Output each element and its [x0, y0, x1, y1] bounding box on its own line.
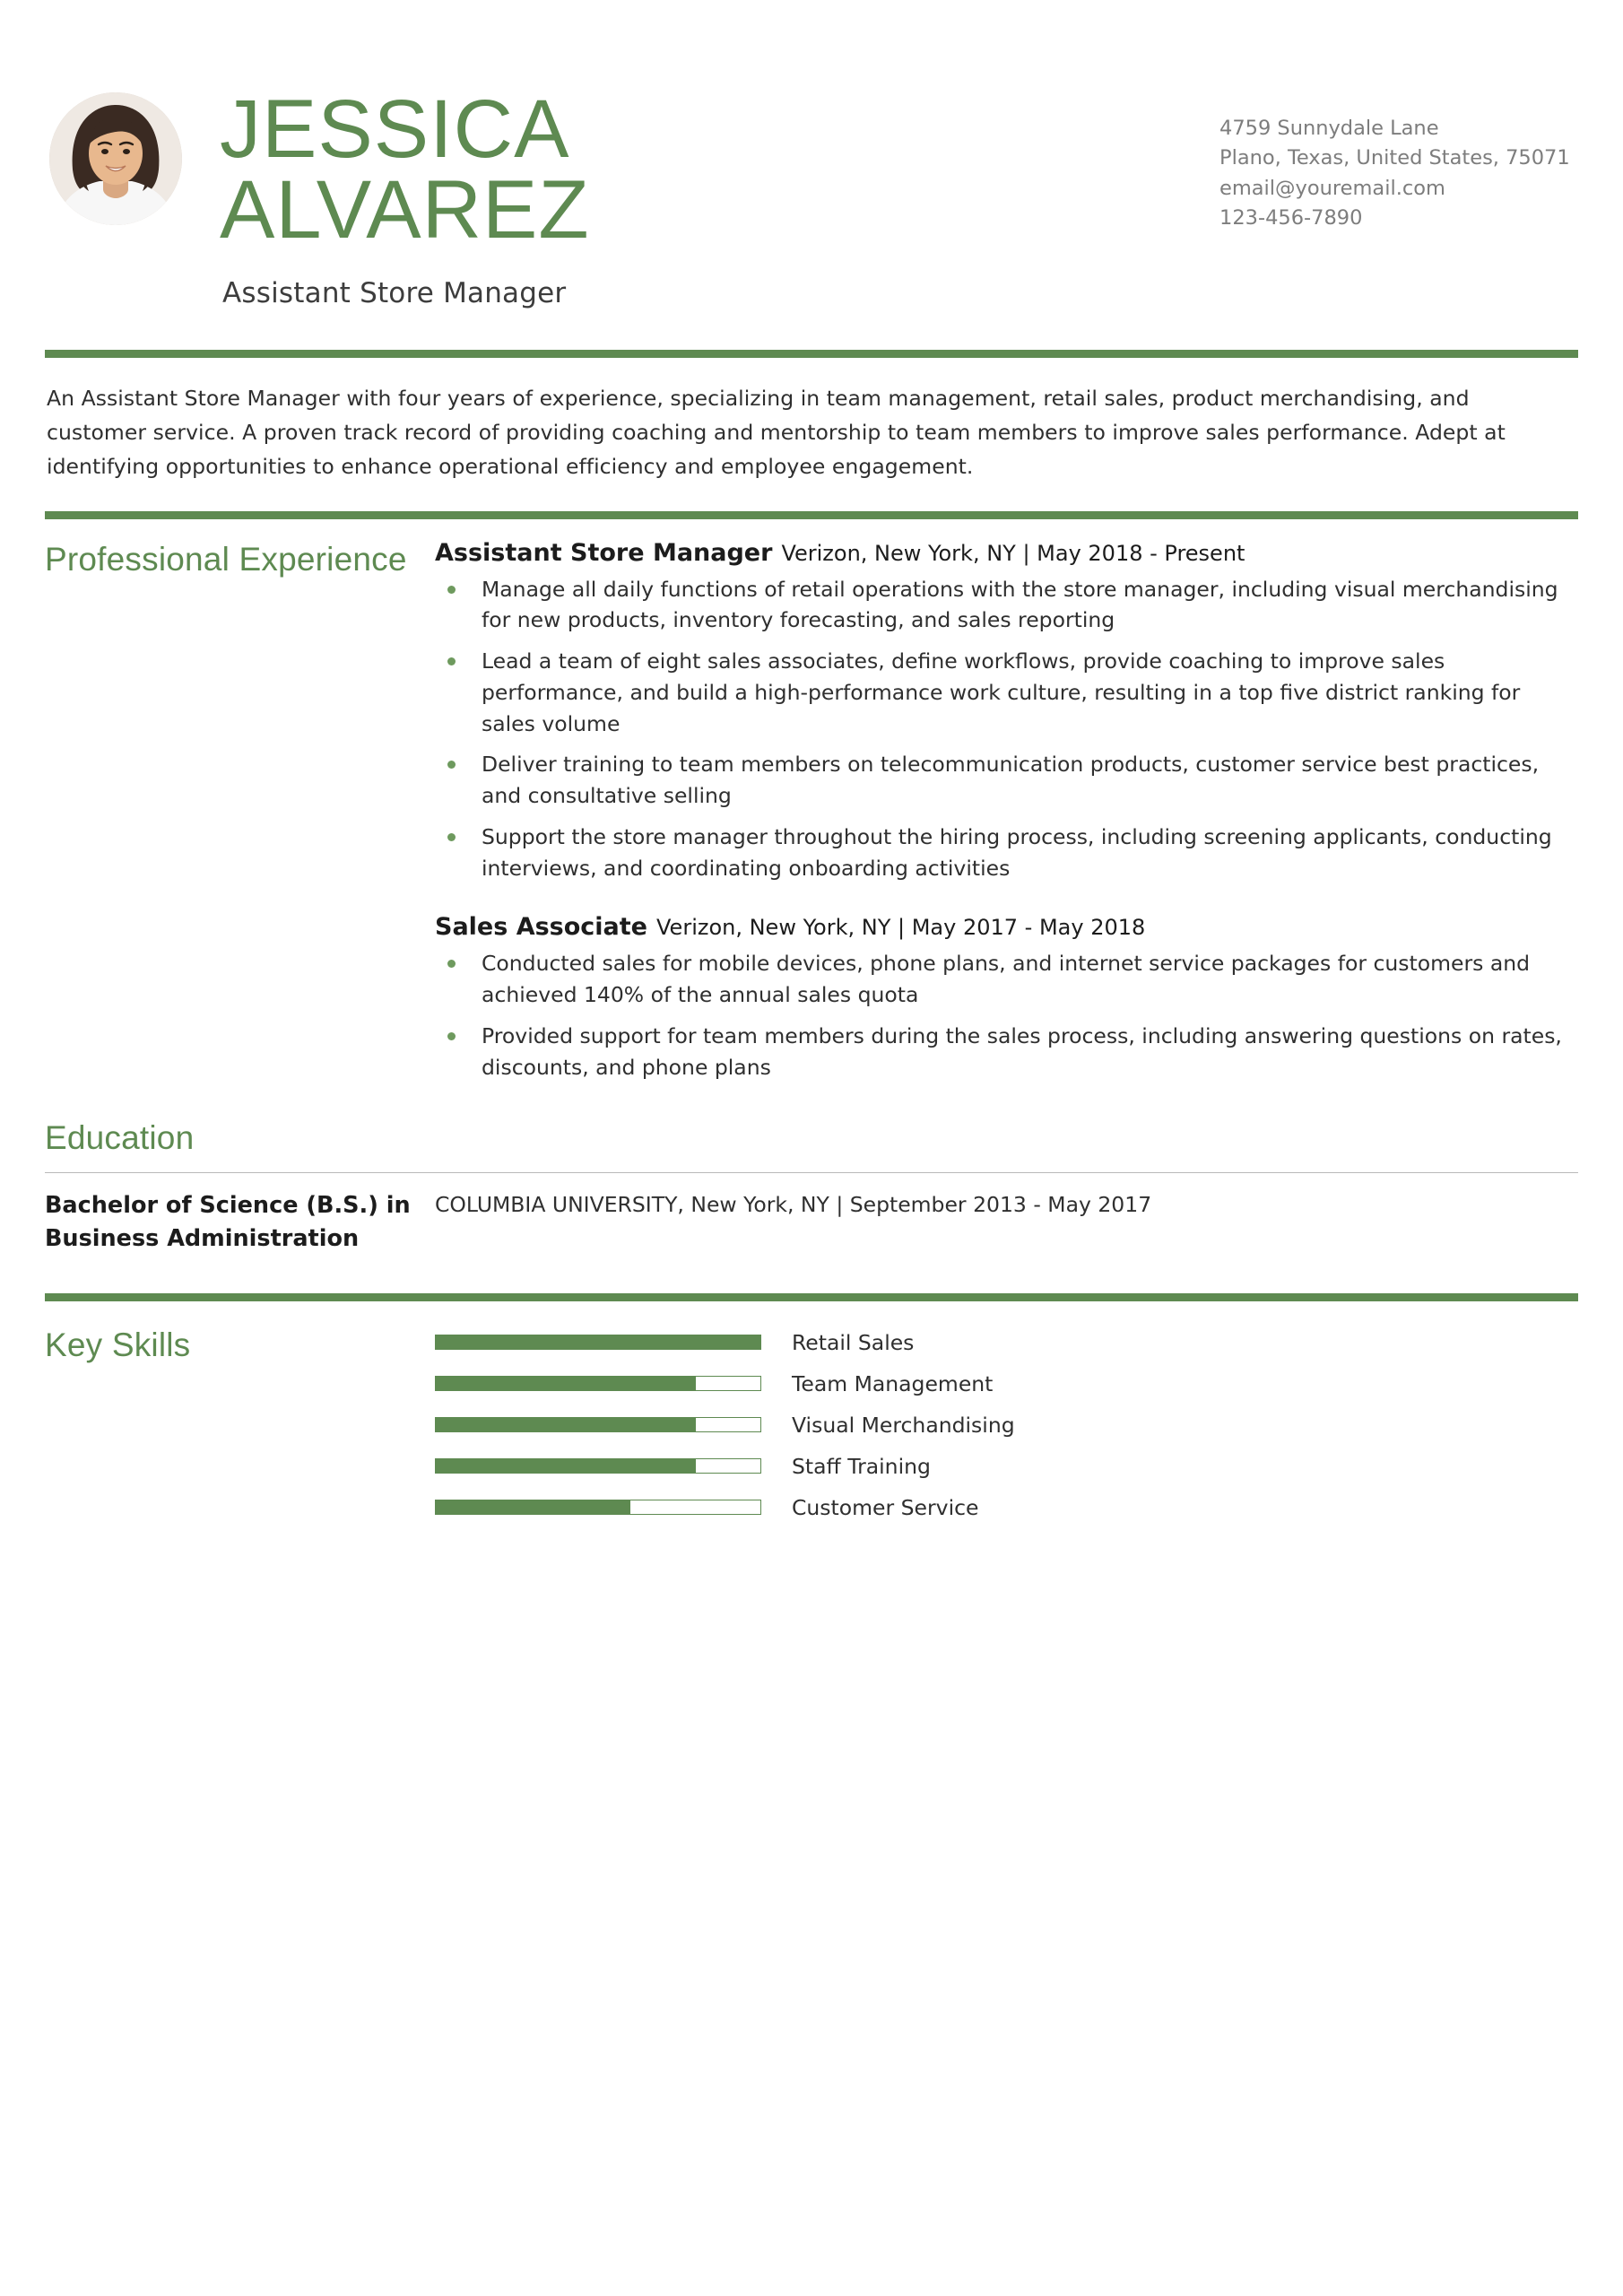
job-bullets [435, 948, 1578, 1083]
contact-phone[interactable]: 123-456-7890 [1219, 205, 1363, 230]
contact-address-line2: Plano, Texas, United States, 75071 [1219, 146, 1570, 170]
list-item [435, 1413, 1578, 1438]
skill-label: Team Management [792, 1370, 994, 1396]
professional-summary: An Assistant Store Manager with four years of experience, specializing in team management, retail sales, product merchandising, and customer service. A proven track record of providing coaching and mentorship to team members to improve sales performance. Adept at identifying opportunities to enhance operational efficiency and employee engagement. [47, 386, 1506, 480]
skill-bar [435, 1376, 761, 1391]
list-item: Deliver training to team members on telecommunication products, customer service best practices, and consultative selling [435, 749, 1578, 812]
job-meta: Verizon, New York, NY | May 2018 - Present [781, 540, 1245, 566]
list-item: Lead a team of eight sales associates, define workflows, provide coaching to improve sales performance, and build a high-performance work culture, resulting in a top five district ranking for sales volume [435, 646, 1578, 739]
first-name: JESSICA [220, 83, 570, 175]
experience-content [435, 539, 1578, 1093]
skill-bar-fill [436, 1377, 696, 1390]
list-item [435, 1454, 1578, 1479]
avatar [49, 92, 182, 225]
experience-title-column [45, 539, 435, 1093]
contact-address-line1: 4759 Sunnydale Lane [1219, 117, 1439, 140]
skill-bar-fill [436, 1500, 630, 1514]
skill-label: Customer Service [792, 1494, 979, 1520]
education-degree: Bachelor of Science (B.S.) in Business Administration [45, 1192, 411, 1252]
list-item: Conducted sales for mobile devices, phone plans, and internet service packages for customers and achieved 140% of the annual sales quota [435, 948, 1578, 1011]
skill-bar-fill [436, 1459, 696, 1473]
education-section [45, 1092, 1578, 1158]
section-title-experience: Professional Experience [45, 540, 407, 578]
name-block [220, 85, 1219, 309]
resume-header [45, 0, 1578, 309]
page-title: Assistant Store Manager [222, 277, 567, 310]
list-item [435, 1330, 1578, 1355]
skill-bar-fill [436, 1335, 760, 1349]
list-item: Manage all daily functions of retail operations with the store manager, including visual merchandising for new products, inventory forecasting, and sales reporting [435, 574, 1578, 637]
job-heading [435, 913, 1578, 941]
divider-top [45, 350, 1578, 358]
contact-email[interactable]: email@youremail.com [1219, 176, 1445, 200]
skill-bar [435, 1335, 761, 1350]
list-item: Provided support for team members during the sales process, including answering questions on rates, discounts, and phone plans [435, 1021, 1578, 1083]
list-item [435, 1371, 1578, 1396]
skill-bar [435, 1417, 761, 1432]
skills-section [45, 1301, 1578, 1536]
education-content [45, 1173, 1578, 1256]
job-entry [435, 913, 1578, 1083]
avatar-photo [49, 92, 182, 225]
experience-section [45, 519, 1578, 1093]
list-item: Support the store manager throughout the hiring process, including screening applicants, conducting interviews, and coordinating onboarding activities [435, 822, 1578, 884]
section-title-skills: Key Skills [45, 1326, 191, 1363]
list-item [435, 1495, 1578, 1520]
divider-skills [45, 1293, 1578, 1301]
skills-list [435, 1325, 1578, 1536]
job-meta: Verizon, New York, NY | May 2017 - May 2018 [656, 915, 1146, 941]
education-school: COLUMBIA UNIVERSITY, New York, NY | September 2013 - May 2017 [435, 1192, 1152, 1217]
skill-bar [435, 1458, 761, 1474]
skill-label: Visual Merchandising [792, 1412, 1015, 1438]
job-role: Assistant Store Manager [435, 538, 773, 567]
skill-label: Staff Training [792, 1453, 931, 1479]
skill-label: Retail Sales [792, 1329, 915, 1355]
skill-bar [435, 1500, 761, 1515]
job-role: Sales Associate [435, 913, 647, 942]
skill-bar-fill [436, 1418, 696, 1431]
job-heading [435, 539, 1578, 567]
contact-block [1219, 85, 1578, 233]
job-entry [435, 539, 1578, 884]
skills-title-column [45, 1325, 435, 1536]
section-title-education: Education [45, 1119, 195, 1157]
job-bullets [435, 574, 1578, 884]
last-name: ALVAREZ [220, 164, 590, 257]
divider-experience [45, 511, 1578, 519]
